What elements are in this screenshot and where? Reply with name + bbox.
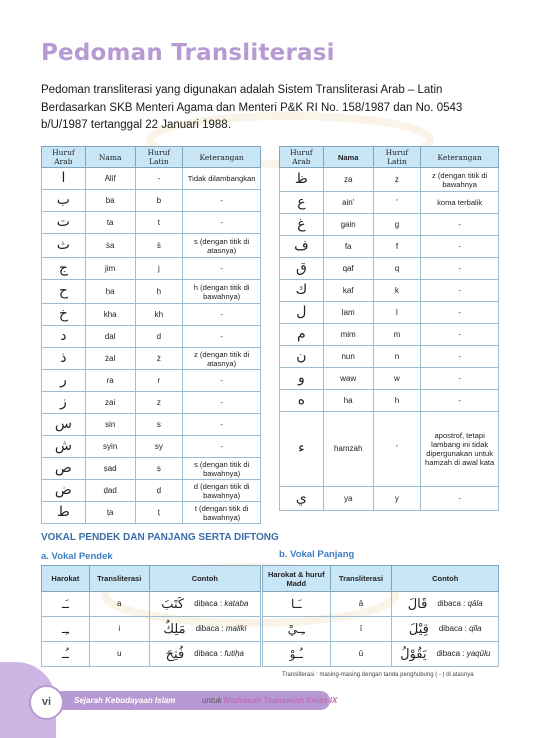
header-huruf-latin: Huruf Latin — [135, 147, 183, 168]
latin-letter: ṭ — [135, 502, 183, 524]
contoh-cell — [149, 642, 260, 667]
transliterasi-value: ī — [330, 617, 392, 642]
contoh-arabic: يَقُوْلُ — [400, 646, 427, 661]
footer-audience — [202, 696, 337, 705]
letter-name: dal — [85, 326, 135, 348]
transliterasi-value: a — [89, 592, 149, 617]
letter-name: ya — [323, 487, 373, 511]
arabic-letter: ب — [42, 190, 86, 212]
arabic-letter: ق — [280, 258, 324, 280]
latin-letter: q — [373, 258, 421, 280]
page-title: Pedoman Transliterasi — [41, 40, 335, 66]
contoh-arabic: قَالَ — [407, 596, 428, 611]
keterangan: - — [421, 258, 499, 280]
table-row — [280, 280, 499, 302]
table-row — [42, 280, 261, 304]
letter-name: ta — [85, 212, 135, 234]
contoh-cell — [392, 642, 499, 667]
keterangan: s (dengan titik di atasnya) — [183, 234, 261, 258]
arabic-letter: ذ — [42, 348, 86, 370]
arabic-letter: ت — [42, 212, 86, 234]
contoh-cell — [149, 592, 260, 617]
keterangan: - — [421, 487, 499, 511]
keterangan: - — [183, 392, 261, 414]
latin-letter: h — [373, 390, 421, 412]
header-huruf-arab: Huruf Arab — [42, 147, 86, 168]
latin-letter: s — [135, 414, 183, 436]
footer-school: Madrasah Tsanawiah Kelas IX — [223, 696, 338, 705]
contoh-latin: yaqūlu — [466, 649, 491, 658]
contoh-prefix: dibaca : — [437, 599, 468, 608]
letter-name: ṭa — [85, 502, 135, 524]
keterangan: - — [421, 368, 499, 390]
table-row — [42, 502, 261, 524]
table-row — [280, 324, 499, 346]
vokal-pendek-label: a. Vokal Pendek — [41, 551, 113, 562]
table-row — [280, 168, 499, 192]
letter-name: ḍad — [85, 480, 135, 502]
keterangan: - — [183, 370, 261, 392]
latin-letter: z — [135, 392, 183, 414]
table-row — [263, 617, 499, 642]
table-row — [42, 458, 261, 480]
letter-name: waw — [323, 368, 373, 390]
table-row — [280, 390, 499, 412]
contoh-cell — [149, 617, 260, 642]
latin-letter: l — [373, 302, 421, 324]
latin-letter: g — [373, 214, 421, 236]
arabic-letter: ج — [42, 258, 86, 280]
header-harokat: Harokat — [42, 566, 90, 592]
letter-name: nun — [323, 346, 373, 368]
contoh-reading — [194, 649, 244, 659]
latin-letter: ż — [135, 348, 183, 370]
letter-name: ra — [85, 370, 135, 392]
table-row — [42, 436, 261, 458]
header-keterangan: Keterangan — [421, 147, 499, 168]
keterangan: Tidak dilambangkan — [183, 168, 261, 190]
keterangan: - — [183, 326, 261, 348]
vokal-pendek-table — [41, 565, 261, 667]
harokat-mark: ـُـ — [42, 642, 90, 667]
arabic-letter: غ — [280, 214, 324, 236]
latin-letter: k — [373, 280, 421, 302]
contoh-latin: futiḥa — [224, 649, 244, 658]
arabic-letter: ل — [280, 302, 324, 324]
arabic-letter: ط — [42, 502, 86, 524]
table-row — [280, 368, 499, 390]
contoh-arabic: قِيْلَ — [408, 621, 429, 636]
letter-name: kaf — [323, 280, 373, 302]
table-row — [42, 480, 261, 502]
contoh-reading — [196, 624, 247, 634]
contoh-arabic: كَتَبَ — [161, 596, 185, 611]
arabic-letter: ي — [280, 487, 324, 511]
contoh-cell — [392, 592, 499, 617]
table-row — [42, 234, 261, 258]
harokat-mark: ـِـ — [42, 617, 90, 642]
contoh-arabic: فُتِحَ — [165, 646, 185, 661]
table-row — [280, 302, 499, 324]
arabic-letter: ء — [280, 412, 324, 487]
letter-name: ṣad — [85, 458, 135, 480]
contoh-example — [153, 596, 257, 611]
contoh-prefix: dibaca : — [194, 649, 225, 658]
letter-name: ha — [323, 390, 373, 412]
keterangan: - — [421, 390, 499, 412]
arabic-letter: ه — [280, 390, 324, 412]
arabic-letter: ا — [42, 168, 86, 190]
letter-name: fa — [323, 236, 373, 258]
arabic-letter: ك — [280, 280, 324, 302]
table-row — [280, 487, 499, 511]
arabic-letter: س — [42, 414, 86, 436]
table-row — [280, 192, 499, 214]
keterangan: s (dengan titik di bawahnya) — [183, 458, 261, 480]
letter-name: mim — [323, 324, 373, 346]
contoh-example — [395, 596, 495, 611]
latin-letter: t — [135, 212, 183, 234]
arabic-letter: ظ — [280, 168, 324, 192]
contoh-latin: maliki — [225, 624, 247, 633]
contoh-latin: qāla — [467, 599, 483, 608]
keterangan: - — [183, 436, 261, 458]
latin-letter: b — [135, 190, 183, 212]
header-harokat-madd: Harokat & huruf Madd — [263, 566, 331, 592]
letter-name: ẓa — [323, 168, 373, 192]
table-row — [42, 617, 261, 642]
vokal-panjang-label: b. Vokal Panjang — [279, 549, 355, 560]
header-nama: Nama — [323, 147, 373, 168]
header-keterangan: Keterangan — [183, 147, 261, 168]
table-row — [280, 412, 499, 487]
letter-name: hamzah — [323, 412, 373, 487]
letter-name: lam — [323, 302, 373, 324]
keterangan: h (dengan titik di bawahnya) — [183, 280, 261, 304]
footer-for-prefix: untuk — [202, 696, 224, 705]
contoh-example — [153, 646, 257, 661]
contoh-cell — [392, 617, 499, 642]
keterangan: t (dengan titik di bawahnya) — [183, 502, 261, 524]
table-row — [42, 304, 261, 326]
contoh-arabic: مَلِكٌ — [163, 621, 186, 636]
latin-letter: sy — [135, 436, 183, 458]
contoh-prefix: dibaca : — [194, 599, 225, 608]
transliteration-table-left — [41, 146, 261, 524]
keterangan: - — [183, 304, 261, 326]
latin-letter: m — [373, 324, 421, 346]
transliterasi-value: i — [89, 617, 149, 642]
table-row — [42, 414, 261, 436]
arabic-letter: ح — [42, 280, 86, 304]
table-row — [42, 190, 261, 212]
table-row — [42, 168, 261, 190]
header-transliterasi: Transliterasi — [330, 566, 392, 592]
vokal-panjang-table — [262, 565, 499, 667]
contoh-example — [395, 646, 495, 661]
arabic-letter: ث — [42, 234, 86, 258]
letter-name: kha — [85, 304, 135, 326]
letter-name: gain — [323, 214, 373, 236]
latin-letter: ṣ — [135, 458, 183, 480]
table-row — [42, 348, 261, 370]
keterangan: - — [183, 258, 261, 280]
header-contoh: Contoh — [149, 566, 260, 592]
transliterasi-value: u — [89, 642, 149, 667]
harokat-mark: ـَـا — [263, 592, 331, 617]
header-nama: Nama — [85, 147, 135, 168]
latin-letter: y — [373, 487, 421, 511]
keterangan: z (dengan titik di bawahnya — [421, 168, 499, 192]
contoh-example — [395, 621, 495, 636]
table-row — [280, 258, 499, 280]
footer-book-title: Sejarah Kebudayaan Islam — [74, 696, 176, 705]
vokal-heading: VOKAL PENDEK DAN PANJANG SERTA DIFTONG — [41, 532, 279, 543]
transliteration-table-right — [279, 146, 499, 511]
transliterasi-value: ū — [330, 642, 392, 667]
latin-letter: ' — [373, 192, 421, 214]
harokat-mark: ـَـ — [42, 592, 90, 617]
intro-paragraph: Pedoman transliterasi yang digunakan adalah Sistem Transliterasi Arab – Latin Berdasarkan SKB Menteri Agama dan Menteri P&K RI No. 158/1987 dan No. 0543 b/U/1987 tertanggal 22 Januari 1988. — [41, 84, 463, 131]
table-row — [280, 214, 499, 236]
latin-letter: - — [135, 168, 183, 190]
letter-name: zai — [85, 392, 135, 414]
keterangan: - — [421, 346, 499, 368]
keterangan: - — [183, 414, 261, 436]
table-row — [42, 212, 261, 234]
letter-name: żal — [85, 348, 135, 370]
letter-name: jim — [85, 258, 135, 280]
latin-letter: ' — [373, 412, 421, 487]
contoh-reading — [437, 599, 482, 609]
letter-name: Alif — [85, 168, 135, 190]
contoh-prefix: dibaca : — [195, 624, 226, 633]
keterangan: koma terbalik — [421, 192, 499, 214]
table-row — [42, 258, 261, 280]
table-row — [280, 346, 499, 368]
letter-name: ain' — [323, 192, 373, 214]
keterangan: - — [421, 236, 499, 258]
contoh-example — [153, 621, 257, 636]
latin-letter: d — [135, 326, 183, 348]
header-huruf-latin: Huruf Latin — [373, 147, 421, 168]
keterangan: z (dengan titik di atasnya) — [183, 348, 261, 370]
arabic-letter: ع — [280, 192, 324, 214]
table-row — [42, 370, 261, 392]
keterangan: - — [183, 212, 261, 234]
letter-name: ba — [85, 190, 135, 212]
table-row — [263, 592, 499, 617]
letter-name: ṡa — [85, 234, 135, 258]
keterangan: - — [421, 280, 499, 302]
header-huruf-arab: Huruf Arab — [280, 147, 324, 168]
latin-letter: kh — [135, 304, 183, 326]
page-number: vi — [29, 685, 64, 720]
table-row — [263, 642, 499, 667]
latin-letter: n — [373, 346, 421, 368]
contoh-reading — [439, 624, 482, 634]
keterangan: apostrof, tetapi lambang ini tidak dipergunakan untuk hamzah di awal kata — [421, 412, 499, 487]
keterangan: - — [421, 302, 499, 324]
keterangan: d (dengan titik di bawahnya) — [183, 480, 261, 502]
latin-letter: r — [135, 370, 183, 392]
table-row — [42, 592, 261, 617]
harokat-mark: ـِـيْ — [263, 617, 331, 642]
header-contoh: Contoh — [392, 566, 499, 592]
arabic-letter: م — [280, 324, 324, 346]
letter-name: sin — [85, 414, 135, 436]
harokat-mark: ـُـوْ — [263, 642, 331, 667]
keterangan: - — [421, 214, 499, 236]
latin-letter: ḍ — [135, 480, 183, 502]
arabic-letter: ص — [42, 458, 86, 480]
contoh-prefix: dibaca : — [436, 649, 467, 658]
arabic-letter: ز — [42, 392, 86, 414]
header-transliterasi: Transliterasi — [89, 566, 149, 592]
arabic-letter: ف — [280, 236, 324, 258]
arabic-letter: ش — [42, 436, 86, 458]
letter-name: syin — [85, 436, 135, 458]
table-row — [42, 392, 261, 414]
latin-letter: f — [373, 236, 421, 258]
latin-letter: ẓ — [373, 168, 421, 192]
arabic-letter: ض — [42, 480, 86, 502]
contoh-reading — [194, 599, 248, 609]
latin-letter: w — [373, 368, 421, 390]
arabic-letter: ن — [280, 346, 324, 368]
table-row — [280, 236, 499, 258]
letter-name: ḥa — [85, 280, 135, 304]
transliterasi-value: ā — [330, 592, 392, 617]
arabic-letter: ر — [42, 370, 86, 392]
arabic-letter: و — [280, 368, 324, 390]
keterangan: - — [421, 324, 499, 346]
table-row — [42, 326, 261, 348]
contoh-prefix: dibaca : — [438, 624, 470, 633]
latin-letter: ṡ — [135, 234, 183, 258]
contoh-reading — [436, 649, 490, 659]
arabic-letter: د — [42, 326, 86, 348]
latin-letter: j — [135, 258, 183, 280]
contoh-latin: kataba — [224, 599, 249, 608]
letter-name: qaf — [323, 258, 373, 280]
contoh-latin: qīla — [469, 624, 482, 633]
keterangan: - — [183, 190, 261, 212]
table-row — [42, 642, 261, 667]
arabic-letter: خ — [42, 304, 86, 326]
transliteration-note: Transliterasi : masing-masing dengan tanda penghubung ( - ) di atasnya — [282, 672, 474, 678]
latin-letter: ḥ — [135, 280, 183, 304]
